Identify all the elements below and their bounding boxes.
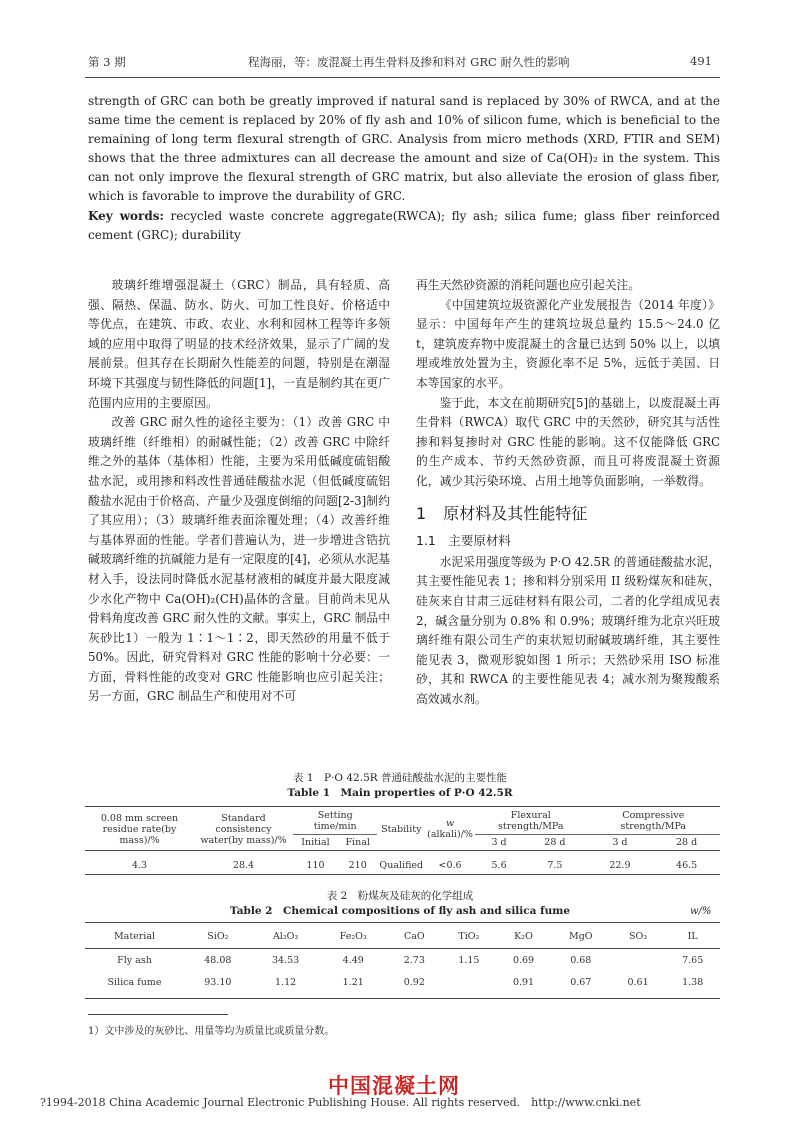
table1-header-flexural-28d: 28 d: [544, 837, 566, 848]
table1-header-flexural: Flexural strength/MPa: [475, 808, 587, 835]
table2-cell: 1.15: [458, 954, 480, 966]
watermark-logo: 中国混凝土网: [328, 1074, 460, 1098]
materials-paragraph: 水泥采用强度等级为 P·O 42.5R 的普通硅酸盐水泥，其主要性能见表 1；掺和料分别采用 II 级粉煤灰和硅灰，硅灰来自甘肃三远硅材料有限公司，二者的化学组成见表 2，碱含量分别为 0.8% 和 0.9%；玻璃纤维为北京兴旺玻璃纤维有限公司生产的束状短切耐碱玻璃纤维，其主要性能见表 3，微观形貌如图 1 所示；天然砂采用 ISO 标准砂，其和 RWCA 的主要性能见表 4；减水剂为聚羧酸系高效减水剂。: [416, 554, 720, 706]
table2-header: K₂O: [514, 931, 533, 943]
subsection-heading: 1.1 主要原材料: [416, 533, 511, 549]
intro-paragraph-4: 《中国建筑垃圾资源化产业发展报告（2014 年度）》显示：中国每年产生的建筑垃圾总量约 15.5～24.0 亿 t，建筑废弃物中废混凝土的含量已达到 50% 以上，以填埋或堆放处置为主，资源化率不足 5%，远低于美国、日本等国家的水平。: [416, 297, 720, 390]
table2-cell: 1.38: [682, 976, 704, 988]
table2-cell: 48.08: [204, 954, 232, 966]
abstract-en: [88, 92, 720, 245]
table2-header: CaO: [403, 931, 425, 943]
table2-caption: [80, 888, 720, 918]
table1-top-rule: [85, 806, 720, 807]
table1-cell: 46.5: [676, 860, 698, 872]
table2-caption-en: Table 2 Chemical compositions of fly ash and silica fume: [229, 905, 571, 917]
abstract-en-text: strength of GRC can both be greatly improved if natural sand is replaced by 30% of RWCA, and at the same time the cement is replaced by 20% of fly ash and 10% of silicon fume, which is beneficial to the remaining of long term flexural strength of GRC. Analysis from micro methods (XRD, FTIR and SEM) shows that the three admixtures can all decrease the amount and size of Ca(OH)₂ in the system. This can not only improve the flexural strength of GRC matrix, but also alleviate the erosion of glass fiber, which is favorable to improve the durability of GRC.: [88, 94, 720, 203]
table2-cell: 0.91: [512, 976, 535, 988]
table1-cell: 5.6: [491, 860, 507, 872]
table1-header-initial: Initial: [301, 837, 330, 848]
intro-paragraph-1: 玻璃纤维增强混凝土（GRC）制品，具有轻质、高强、隔热、保温、防水、防火、可加工性良好、价格适中等优点，在建筑、市政、农业、水利和园林工程等许多领域的应用中取得了明显的技术经济效果，显示了广阔的发展前景。但其存在长期耐久性能差的问题，特别是在潮湿环境下其强度与韧性降低的问题[1]，一直是制约其在更广范围内应用的主要原因。: [88, 278, 390, 410]
intro-paragraph-5: 鉴于此，本文在前期研究[5]的基础上，以废混凝土再生骨料（RWCA）取代 GRC 中的天然砂，研究其与活性掺和料复掺时对 GRC 性能的影响。这不仅能降低 GRC 的生产成本、节约天然砂资源，而且可将废混凝土资源化，减少其污染环境、占用土地等负面影响，一举数得。: [416, 395, 720, 488]
table1-header-stability: Stability: [381, 823, 422, 835]
table1-cell: 4.3: [131, 860, 148, 872]
keywords: [88, 207, 720, 245]
table1-caption-en: Table 1 Main properties of P·O 42.5R: [287, 787, 513, 799]
table1-bottom-rule: [85, 874, 720, 875]
table1-header-flexural-3d: 3 d: [491, 837, 507, 848]
table1-header-residue: 0.08 mm screen residue rate(by mass)/%: [100, 812, 179, 846]
issue-number: 第 3 期: [88, 55, 126, 69]
header-rule: [85, 77, 720, 78]
table2-header: Material: [113, 931, 156, 943]
table2-unit: w/%: [690, 906, 712, 917]
table2-top-rule: [85, 922, 720, 923]
intro-paragraph-3: 再生天然砂资源的消耗问题也应引起关注。: [416, 278, 641, 292]
table2-cell: 93.10: [204, 976, 232, 988]
table1-header-final: Final: [345, 837, 370, 848]
table2-header: SiO₂: [207, 931, 229, 943]
footnote-rule: [88, 1014, 228, 1015]
table2-cell: 1.21: [342, 976, 364, 988]
table2-cell: 0.69: [512, 954, 535, 966]
section-title: 原材料及其性能特征: [443, 503, 588, 523]
table2-cell: 2.73: [403, 954, 425, 966]
table1-caption: [80, 770, 720, 800]
table2: [85, 926, 720, 992]
table1-header-setting: Setting time/min: [293, 808, 377, 835]
intro-paragraph-2: 改善 GRC 耐久性的途径主要为：（1）改善 GRC 中玻璃纤维（纤维相）的耐碱性能；（2）改善 GRC 中除纤维之外的基体（基体相）性能，主要为采用低碱度硫铝酸盐水泥，或用掺和料改性普通硅酸盐水泥（但低碱度硫铝酸盐水泥由于价格高、产量少及强度倒缩的问题[2-3]制约了其应用）；（3）玻璃纤维表面涂覆处理；（4）改善纤维与基体界面的性能。学者们普遍认为，进一步增进含锆抗碱玻璃纤维的抗碱能力是有一定限度的[4]，必须从水泥基材入手，设法同时降低水泥基材液相的碱度并最大限度减少水化产物中 Ca(OH)₂(CH)晶体的含量。目前尚未见从骨料角度改善 GRC 耐久性的文献。事实上，GRC 制品中灰砂比1）一般为 1∶1～1∶2，即天然砂的用量不低于 50%。因此，研究骨料对 GRC 性能的影响十分必要：一方面，骨料性能的改变对 GRC 性能影响也应引起关注；另一方面，GRC 制品生产和使用对不可: [88, 415, 390, 704]
section-number: 1: [416, 503, 427, 523]
table1-cell: 210: [348, 860, 367, 872]
keywords-text: recycled waste concrete aggregate(RWCA); fly ash; silica fume; glass fiber reinforced cement (GRC); durability: [88, 209, 720, 242]
table1-cell: 7.5: [547, 860, 563, 872]
table1-header-compressive-28d: 28 d: [676, 837, 698, 848]
table1-cell: <0.6: [438, 860, 462, 872]
table1-cell: 110: [306, 860, 325, 872]
copyright-line: ?1994-2018 China Academic Journal Electronic Publishing House. All rights reserved. http://www.cnki.net: [40, 1096, 641, 1109]
table1-caption-cn: 表 1 P·O 42.5R 普通硅酸盐水泥的主要性能: [293, 772, 507, 784]
table2-cell: 0.68: [570, 954, 592, 966]
table2-cell: [611, 948, 666, 972]
running-title: 程海丽，等：废混凝土再生骨料及掺和料对 GRC 耐久性的影响: [248, 55, 570, 69]
table1-header-alkali-unit: (alkali)/%: [427, 829, 473, 840]
table1-header-compressive-3d: 3 d: [612, 837, 628, 848]
table2-header: SO₃: [629, 931, 648, 943]
table2-header: MgO: [568, 931, 593, 943]
table2-header: TiO₂: [458, 931, 480, 943]
table1-cell: 28.4: [232, 860, 255, 872]
table2-caption-cn: 表 2 粉煤灰及硅灰的化学组成: [326, 890, 474, 902]
table2-header: Al₂O₃: [272, 931, 299, 943]
left-column: [88, 276, 390, 707]
table1-header-compressive: Compressive strength/MPa: [587, 808, 720, 835]
table2-cell: 0.67: [570, 976, 592, 988]
footnote: 1）文中涉及的灰砂比、用量等均为质量比或质量分数。: [88, 1026, 335, 1037]
table1-cell: 22.9: [609, 860, 631, 872]
keywords-label: Key words:: [88, 209, 164, 223]
section-heading: [416, 504, 720, 524]
table2-cell: Fly ash: [117, 954, 152, 966]
table2-cell: 34.53: [272, 954, 300, 966]
table2-cell: 0.61: [627, 976, 649, 988]
table2-cell: [442, 972, 497, 992]
table2-cell: 4.49: [342, 954, 364, 966]
page-number: 491: [690, 54, 712, 68]
table1-header-alkali-w: w: [445, 818, 455, 829]
table2-cell: Silica fume: [107, 976, 162, 988]
table1-cell: Qualified: [379, 860, 424, 872]
table2-cell: 0.92: [403, 976, 425, 988]
table1-header-consistency: Standard consistency water(by mass)/%: [200, 812, 287, 846]
table1-header-alkali: [425, 808, 475, 851]
table2-bottom-rule: [85, 998, 720, 999]
table1: [85, 808, 720, 881]
table2-cell: 7.65: [682, 954, 704, 966]
table2-header: Fe₂O₃: [339, 931, 367, 943]
right-column: [416, 276, 720, 709]
table2-header: IL: [687, 931, 698, 943]
table2-cell: 1.12: [275, 976, 297, 988]
